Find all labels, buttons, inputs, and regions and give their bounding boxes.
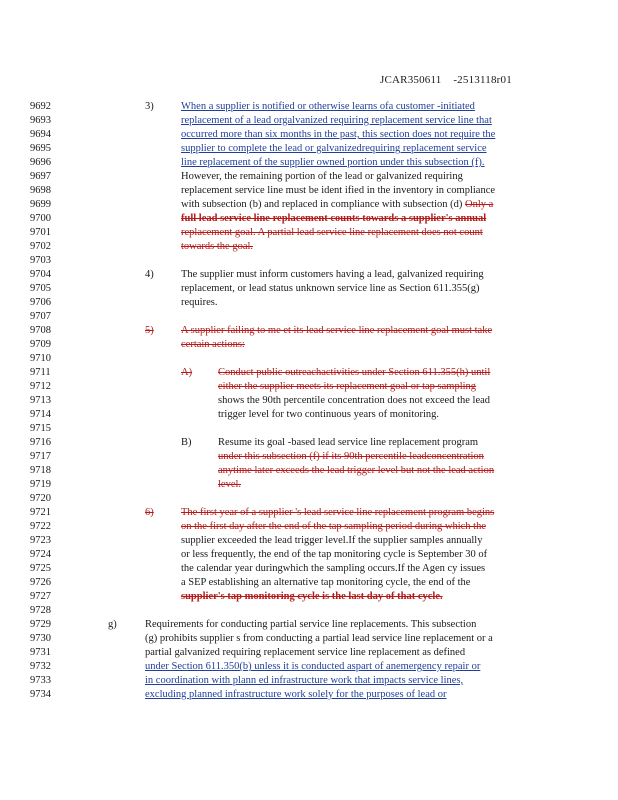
line-number: 9714	[30, 409, 51, 420]
item-5B-line-2: under this subsection (f) if its 90th percentile leadconcentration	[218, 451, 484, 462]
item-3-line-7: replacement service line must be ident ified in the inventory in compliance	[181, 185, 496, 196]
item-4-line-1: The supplier must inform customers having a lead, galvanized requiring	[181, 269, 484, 280]
item-5-line-1: A supplier failing to me et its lead service line replacement goal must take	[181, 325, 493, 336]
line-number: 9698	[30, 185, 51, 196]
line-number: 9697	[30, 171, 51, 182]
line-number: 9695	[30, 143, 51, 154]
item-5A-line-4: trigger level for two continuous years of monitoring.	[218, 409, 440, 420]
item-g-line-3: partial galvanized requiring replacement service line replacement as defined	[145, 647, 466, 658]
item-3-line-8	[181, 198, 493, 212]
item-5A-line-1: Conduct public outreachactivities under Section 611.355(h) until	[218, 367, 491, 378]
item-6-line-6: a SEP establishing an alternative tap monitoring cycle, the end of the	[181, 577, 471, 588]
item-6-line-7: supplier's tap monitoring cycle is the last day of that cycle.	[181, 591, 443, 602]
item-4-marker: 4)	[145, 269, 154, 280]
item-3-line-10: replacement goal. A partial lead service line replacement does not count	[181, 227, 483, 238]
item-4-line-2: replacement, or lead status unknown service line as Section 611.355(g)	[181, 283, 480, 294]
item-5A-marker: A)	[181, 367, 193, 378]
item-g-line-2: (g) prohibits supplier s from conducting a partial lead service line replacement or a	[145, 633, 493, 644]
line-number: 9699	[30, 199, 51, 210]
line-number: 9722	[30, 521, 51, 532]
item-3-line-8-text: with subsection (b) and replaced in compliance with subsection (d)	[181, 199, 463, 210]
item-3-marker: 3)	[145, 101, 154, 112]
item-4-line-3: requires.	[181, 297, 218, 308]
page-header	[380, 74, 512, 86]
item-6-line-1: The first year of a supplier 's lead service line replacement program begins	[181, 507, 495, 518]
item-6-marker: 6)	[145, 507, 154, 518]
line-number: 9721	[30, 507, 51, 518]
line-number: 9720	[30, 493, 51, 504]
item-5B-marker: B)	[181, 437, 192, 448]
line-number: 9696	[30, 157, 51, 168]
line-number: 9732	[30, 661, 51, 672]
line-number: 9718	[30, 465, 51, 476]
line-number: 9704	[30, 269, 51, 280]
line-number: 9706	[30, 297, 51, 308]
item-6-line-4: or less frequently, the end of the tap monitoring cycle is September 30 of	[181, 549, 488, 560]
line-number: 9731	[30, 647, 51, 658]
line-number: 9716	[30, 437, 51, 448]
line-number: 9724	[30, 549, 51, 560]
line-number: 9726	[30, 577, 51, 588]
item-3-line-6: However, the remaining portion of the lead or galvanized requiring	[181, 171, 463, 182]
line-number: 9700	[30, 213, 51, 224]
item-5-marker: 5)	[145, 325, 154, 336]
item-g-marker: g)	[108, 619, 117, 630]
doc-id: JCAR350611	[380, 74, 442, 86]
item-5A-line-3: shows the 90th percentile concentration does not exceed the lead	[218, 395, 491, 406]
line-number: 9723	[30, 535, 51, 546]
line-number: 9692	[30, 101, 51, 112]
item-3-line-2: replacement of a lead orgalvanized requiring replacement service line that	[181, 115, 492, 126]
line-number: 9710	[30, 353, 51, 364]
item-5B-line-3: anytime later exceeds the lead trigger level but not the lead action	[218, 465, 495, 476]
line-number: 9728	[30, 605, 51, 616]
revision-id: -2513118r01	[453, 74, 512, 86]
item-5B-line-1: Resume its goal -based lead service line replacement program	[218, 437, 479, 448]
line-number: 9712	[30, 381, 51, 392]
line-number: 9694	[30, 129, 51, 140]
line-number: 9701	[30, 227, 51, 238]
item-6-line-2: on the first day after the end of the tap sampling period during which the	[181, 521, 486, 532]
item-6-line-5: the calendar year duringwhich the sampling occurs.If the Agen cy issues	[181, 563, 486, 574]
line-number: 9727	[30, 591, 51, 602]
item-3-line-9: full lead service line replacement counts towards a supplier's annual	[181, 213, 487, 224]
line-number: 9729	[30, 619, 51, 630]
line-number: 9717	[30, 451, 51, 462]
item-3-line-4: supplier to complete the lead or galvanizedrequiring replacement service	[181, 143, 487, 154]
item-5A-line-2: either the supplier meets its replacement goal or tap sampling	[218, 381, 477, 392]
line-number: 9730	[30, 633, 51, 644]
item-3-line-11: towards the goal.	[181, 241, 254, 252]
line-number: 9709	[30, 339, 51, 350]
line-number: 9708	[30, 325, 51, 336]
line-number: 9707	[30, 311, 51, 322]
item-g-line-1: Requirements for conducting partial service line replacements. This subsection	[145, 619, 477, 630]
item-3-line-8-deleted: Only a	[465, 199, 494, 210]
line-number: 9693	[30, 115, 51, 126]
line-number: 9702	[30, 241, 51, 252]
line-number: 9719	[30, 479, 51, 490]
item-g-line-4: under Section 611.350(b) unless it is conducted aspart of anemergency repair or	[145, 661, 481, 672]
line-number: 9711	[30, 367, 51, 378]
item-g-line-5: in coordination with plann ed infrastructure work that impacts service lines,	[145, 675, 464, 686]
item-g-line-6: excluding planned infrastructure work solely for the purposes of lead or	[145, 689, 447, 700]
item-5B-line-4: level.	[218, 479, 242, 490]
line-number: 9725	[30, 563, 51, 574]
item-3-line-1: When a supplier is notified or otherwise learns ofa customer -initiated	[181, 101, 475, 112]
item-6-line-3: supplier exceeded the lead trigger level.If the supplier samples annually	[181, 535, 483, 546]
line-number: 9703	[30, 255, 51, 266]
item-5-line-2: certain actions:	[181, 339, 245, 350]
line-number: 9734	[30, 689, 51, 700]
line-number: 9713	[30, 395, 51, 406]
item-3-line-3: occurred more than six months in the past, this section does not require the	[181, 129, 496, 140]
item-3-line-5: line replacement of the supplier owned portion under this subsection (f).	[181, 157, 485, 168]
line-number: 9715	[30, 423, 51, 434]
line-number: 9705	[30, 283, 51, 294]
line-number: 9733	[30, 675, 51, 686]
